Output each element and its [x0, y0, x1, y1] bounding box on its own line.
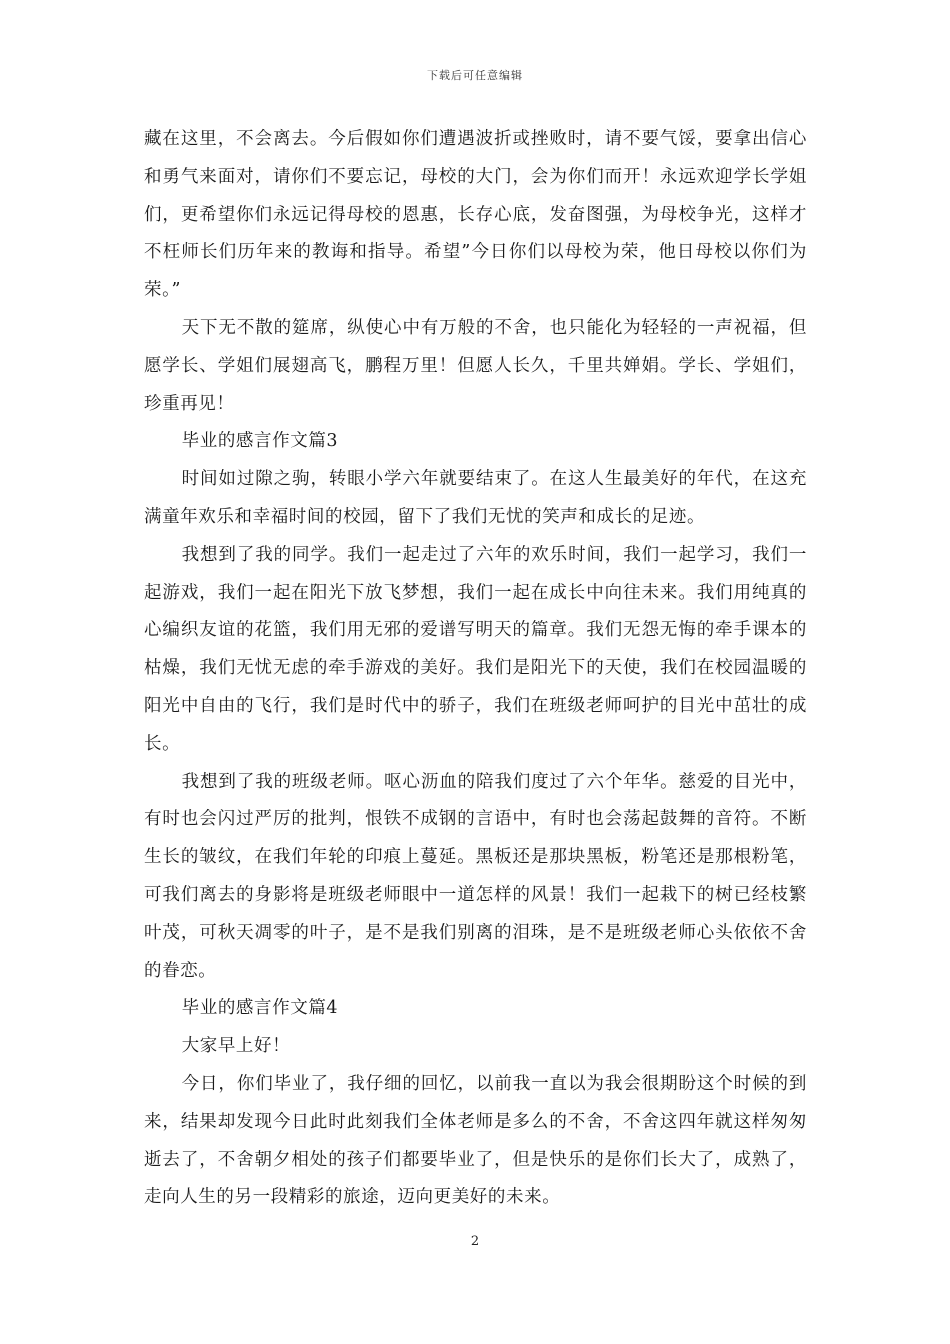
paragraph-greeting: 大家早上好！	[181, 1036, 291, 1057]
page-number: 2	[470, 1234, 480, 1249]
section-heading-3: 毕业的感言作文篇3	[181, 431, 339, 452]
paragraph-farewell: 天下无不散的筵席，纵使心中有万般的不舍，也只能化为轻轻的一声祝福，但愿学长、学姐们展翅高飞，鹏程万里！但愿人长久，千里共婵娟。学长、学姐们，珍重再见！	[144, 317, 807, 414]
section-heading-4: 毕业的感言作文篇4	[181, 998, 339, 1019]
paragraph-graduation: 今日，你们毕业了，我仔细的回忆，以前我一直以为我会很期盼这个时候的到来，结果却发现今日此时此刻我们全体老师是多么的不舍，不舍这四年就这样匆匆逝去了，不舍朝夕相处的孩子们都要毕业了，但是快乐的是你们长大了，成熟了，走向人生的另一段精彩的旅途，迈向更美好的未来。	[144, 1073, 807, 1208]
paragraph-continued: 藏在这里，不会离去。今后假如你们遭遇波折或挫败时，请不要气馁，要拿出信心和勇气来面对，请你们不要忘记，母校的大门，会为你们而开！永远欢迎学长学姐们，更希望你们永远记得母校的恩惠，长存心底，发奋图强，为母校争光，这样才不枉师长们历年来的教诲和指导。希望”今日你们以母校为荣，他日母校以你们为荣。”	[144, 129, 807, 301]
paragraph-classmates: 我想到了我的同学。我们一起走过了六年的欢乐时间，我们一起学习，我们一起游戏，我们一起在阳光下放飞梦想，我们一起在成长中向往未来。我们用纯真的心编织友谊的花篮，我们用无邪的爱谱写明天的篇章。我们无怨无悔的牵手课本的枯燥，我们无忧无虑的牵手游戏的美好。我们是阳光下的天使，我们在校园温暖的阳光中自由的飞行，我们是时代中的骄子，我们在班级老师呵护的目光中茁壮的成长。	[144, 544, 807, 754]
paragraph-time: 时间如过隙之驹，转眼小学六年就要结束了。在这人生最美好的年代，在这充满童年欢乐和幸福时间的校园，留下了我们无忧的笑声和成长的足迹。	[144, 469, 807, 527]
document-body	[144, 121, 807, 1217]
header-note: 下载后可任意编辑	[427, 69, 523, 82]
paragraph-teachers: 我想到了我的班级老师。呕心沥血的陪我们度过了六个年华。慈爱的目光中，有时也会闪过严厉的批判，恨铁不成钢的言语中，有时也会荡起鼓舞的音符。不断生长的皱纹，在我们年轮的印痕上蔓延。黑板还是那块黑板，粉笔还是那根粉笔，可我们离去的身影将是班级老师眼中一道怎样的风景！我们一起栽下的树已经枝繁叶茂，可秋天凋零的叶子，是不是我们别离的泪珠，是不是班级老师心头依依不舍的眷恋。	[144, 771, 807, 981]
